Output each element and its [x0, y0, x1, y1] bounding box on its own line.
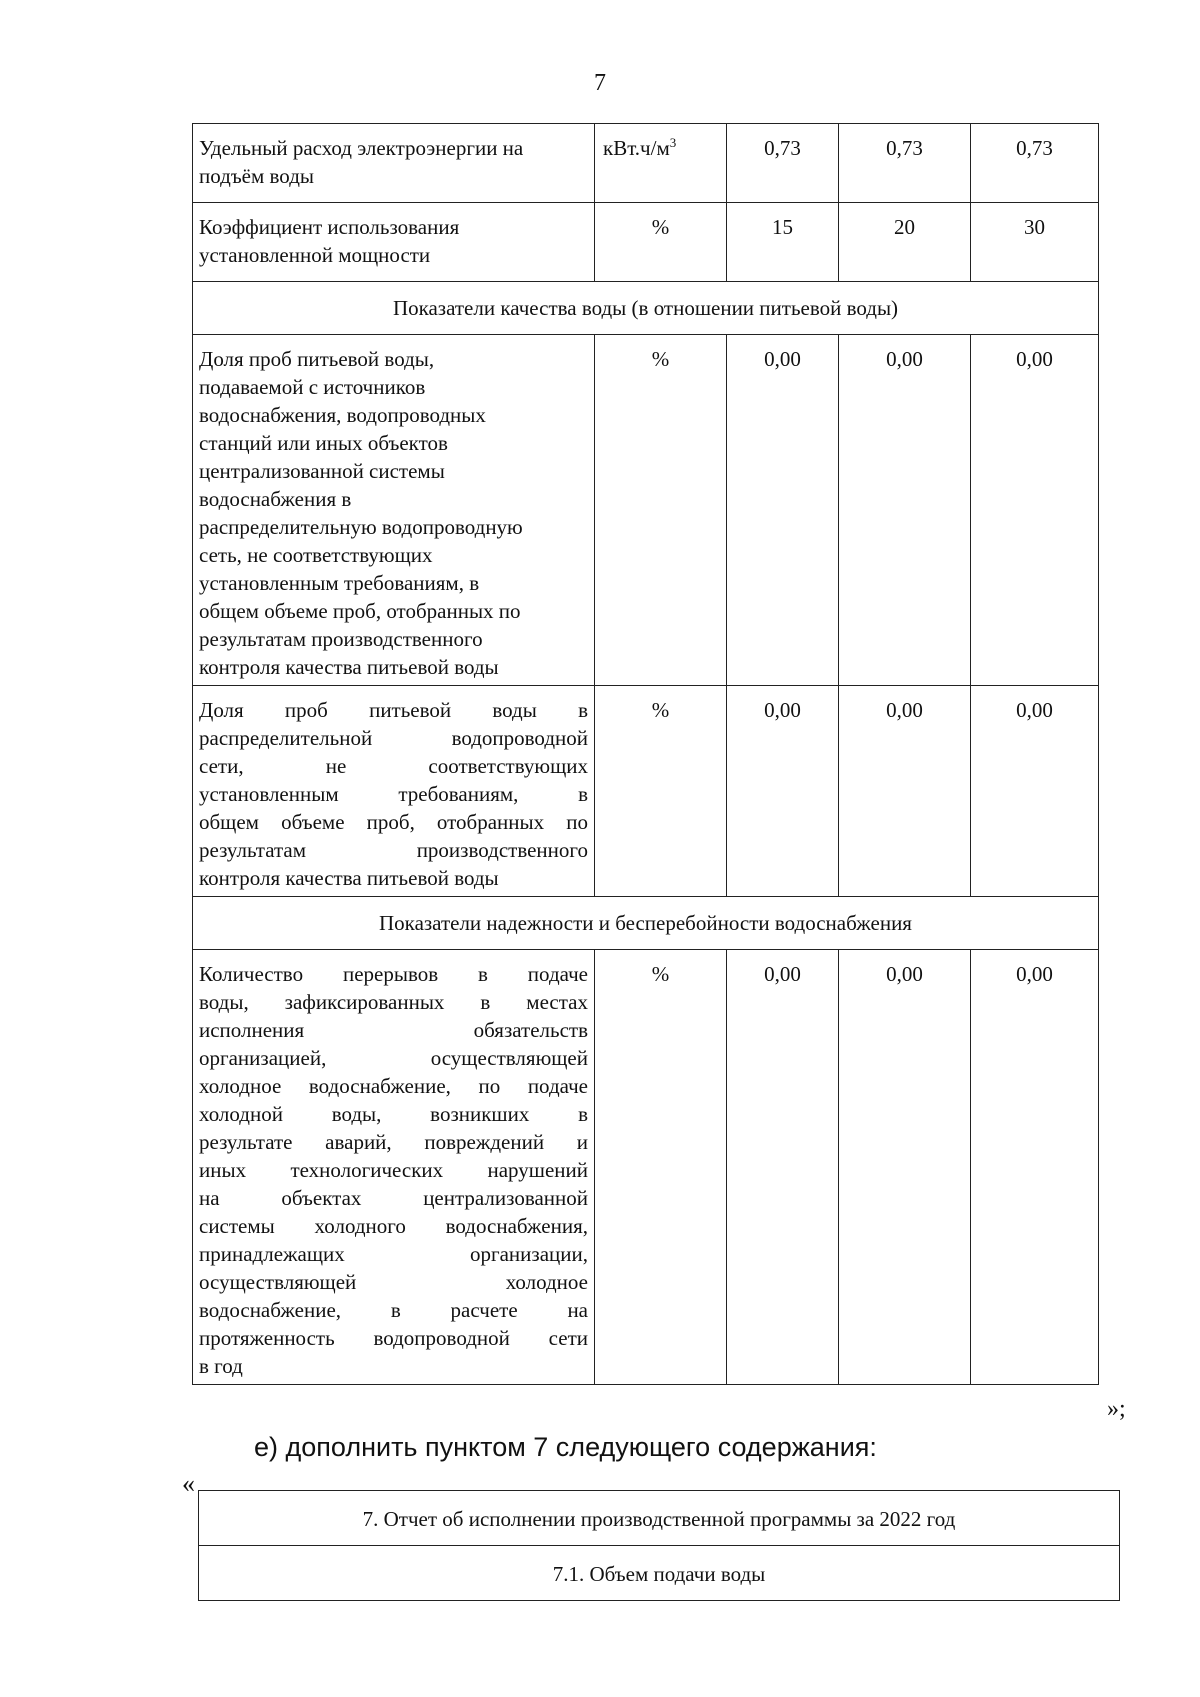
indicator-line: контроля качества питьевой воды: [199, 866, 499, 890]
value-cell: 0,00: [727, 335, 839, 686]
indicator-line: иных технологических нарушений: [199, 1158, 588, 1182]
value-cell: 0,00: [727, 686, 839, 897]
indicator-line: подаваемой с источников: [199, 375, 426, 399]
closing-quote: »;: [1107, 1396, 1126, 1422]
section-header-row: [193, 282, 1099, 335]
unit-text: кВт.ч/м: [603, 136, 670, 160]
indicator-line: установленным требованиям, в: [199, 782, 588, 806]
table-row: [199, 1491, 1120, 1546]
indicator-line: холодное водоснабжение, по подаче: [199, 1074, 588, 1098]
indicator-line: распределительной водопроводной: [199, 726, 588, 750]
indicator-line: результате аварий, повреждений и: [199, 1130, 588, 1154]
value-cell: 0,00: [971, 686, 1099, 897]
value-cell: 30: [971, 203, 1099, 282]
indicator-line: контроля качества питьевой воды: [199, 655, 499, 679]
report-title-cell: 7. Отчет об исполнении производственной программы за 2022 год: [199, 1491, 1120, 1546]
table-row: [199, 1546, 1120, 1601]
indicator-cell: [193, 950, 595, 1385]
unit-cell: %: [595, 203, 727, 282]
indicator-line: подъём воды: [199, 164, 314, 188]
report-subtitle-cell: 7.1. Объем подачи воды: [199, 1546, 1120, 1601]
indicators-table: [192, 123, 1099, 1385]
indicator-line: станций или иных объектов: [199, 431, 448, 455]
indicator-line: установленным требованиям, в: [199, 571, 480, 595]
table-row: [193, 950, 1099, 1385]
table-row: [193, 686, 1099, 897]
section-header-reliability: Показатели надежности и бесперебойности водоснабжения: [193, 897, 1099, 950]
unit-cell: %: [595, 686, 727, 897]
indicator-cell: [193, 686, 595, 897]
indicator-line: осуществляющей холодное: [199, 1270, 588, 1294]
indicator-line: протяженность водопроводной сети: [199, 1326, 588, 1350]
table-row: [193, 203, 1099, 282]
indicator-line: установленной мощности: [199, 243, 431, 267]
unit-cell: %: [595, 950, 727, 1385]
indicator-line: Доля проб питьевой воды,: [199, 347, 435, 371]
indicator-line: распределительную водопроводную: [199, 515, 523, 539]
indicator-line: холодной воды, возникших в: [199, 1102, 588, 1126]
indicator-line: организацией, осуществляющей: [199, 1046, 588, 1070]
value-cell: 15: [727, 203, 839, 282]
unit-cell: %: [595, 335, 727, 686]
indicator-cell: [193, 124, 595, 203]
value-cell: 0,73: [839, 124, 971, 203]
indicator-line: сети, не соответствующих: [199, 754, 588, 778]
indicator-line: системы холодного водоснабжения,: [199, 1214, 588, 1238]
indicator-line: Коэффициент использования: [199, 215, 460, 239]
indicator-line: Доля проб питьевой воды в: [199, 698, 588, 722]
opening-quote: «: [182, 1469, 195, 1498]
indicator-line: общем объеме проб, отобранных по: [199, 599, 521, 623]
indicator-line: воды, зафиксированных в местах: [199, 990, 588, 1014]
value-cell: 0,00: [971, 950, 1099, 1385]
indicator-line: результатам производственного: [199, 838, 588, 862]
value-cell: 0,73: [727, 124, 839, 203]
indicator-line: Количество перерывов в подаче: [199, 962, 588, 986]
unit-cell: [595, 124, 727, 203]
indicator-line: общем объеме проб, отобранных по: [199, 810, 588, 834]
indicator-line: в год: [199, 1354, 243, 1378]
value-cell: 0,00: [839, 950, 971, 1385]
indicator-cell: [193, 203, 595, 282]
instruction-text: е) дополнить пунктом 7 следующего содержания:: [254, 1432, 877, 1462]
indicator-line: принадлежащих организации,: [199, 1242, 588, 1266]
indicator-line: на объектах централизованной: [199, 1186, 588, 1210]
value-cell: 0,00: [839, 686, 971, 897]
section-header-row: [193, 897, 1099, 950]
table-row: [193, 124, 1099, 203]
indicator-line: результатам производственного: [199, 627, 483, 651]
section-header-quality: Показатели качества воды (в отношении питьевой воды): [193, 282, 1099, 335]
unit-superscript: 3: [669, 135, 677, 150]
report-table: [198, 1490, 1120, 1601]
indicator-line: водоснабжения в: [199, 487, 352, 511]
value-cell: 0,00: [727, 950, 839, 1385]
indicator-line: исполнения обязательств: [199, 1018, 588, 1042]
indicator-line: централизованной системы: [199, 459, 445, 483]
table-row: [193, 335, 1099, 686]
indicator-line: Удельный расход электроэнергии на: [199, 136, 524, 160]
value-cell: 20: [839, 203, 971, 282]
indicator-line: водоснабжение, в расчете на: [199, 1298, 588, 1322]
value-cell: 0,00: [971, 335, 1099, 686]
indicator-line: водоснабжения, водопроводных: [199, 403, 486, 427]
value-cell: 0,00: [839, 335, 971, 686]
value-cell: 0,73: [971, 124, 1099, 203]
indicator-line: сеть, не соответствующих: [199, 543, 433, 567]
indicator-cell: [193, 335, 595, 686]
page-number: 7: [594, 70, 606, 96]
